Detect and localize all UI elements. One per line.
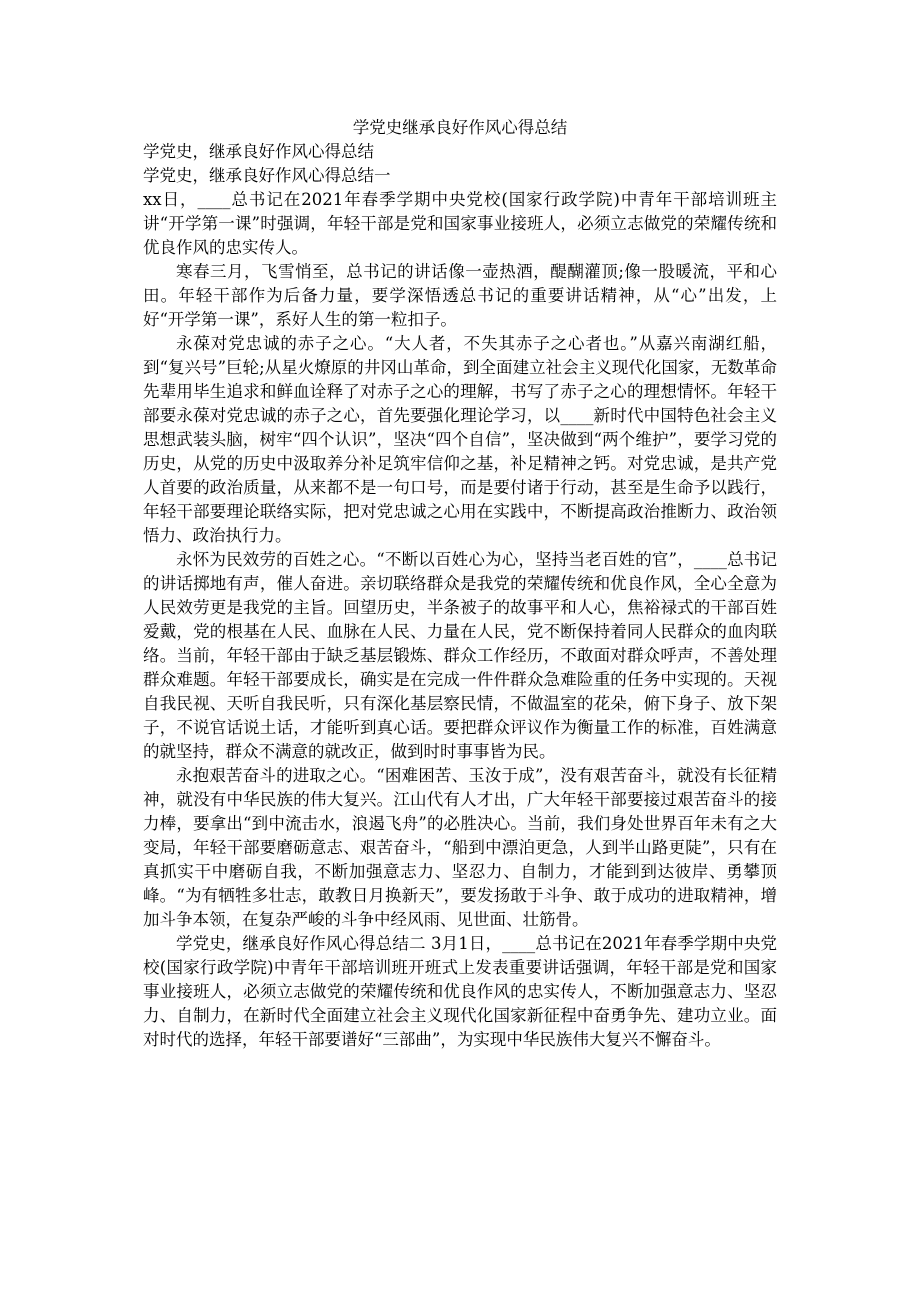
paragraph-3: 永葆对党忠诚的赤子之心。“大人者，不失其赤子之心者也。”从嘉兴南湖红船，到“复兴号”巨轮;从星火燎原的井冈山革命，到全面建立社会主义现代化国家，无数革命先辈用毕生追求和鲜血诠释了对赤子之心的理解，书写了赤子之心的理想情怀。年轻干部要永葆对党忠诚的赤子之心，首先要强化理论学习，以____新时代中国特色社会主义思想武装头脑，树牢“四个认识”，坚决“四个自信”，坚决做到“两个维护”，要学习党的历史，从党的历史中汲取养分补足筑牢信仰之基，补足精神之钙。对党忠诚，是共产党人首要的政治质量，从来都不是一句口号，而是要付诸于行动，甚至是生命予以践行，年轻干部要理论联络实际，把对党忠诚之心用在实践中，不断提高政治推断力、政治领悟力、政治执行力。 [143, 334, 777, 545]
document-subtitle: 学党史，继承良好作风心得总结 [143, 142, 374, 161]
document-page [143, 116, 777, 1052]
document-title: 学党史继承良好作风心得总结 [352, 118, 568, 137]
paragraph-1: xx日，____总书记在2021年春季学期中央党校(国家行政学院)中青年干部培训班主讲“开学第一课”时强调，年轻干部是党和国家事业接班人，必须立志做党的荣耀传统和优良作风的忠实传人。 [143, 190, 777, 257]
paragraph-2: 寒春三月，飞雪悄至，总书记的讲话像一壶热酒，醍醐灌顶;像一股暖流，平和心田。年轻干部作为后备力量，要学深悟透总书记的重要讲话精神，从“心”出发，上好“开学第一课”，系好人生的第一粒扣子。 [143, 262, 777, 329]
paragraph-4: 永怀为民效劳的百姓之心。“不断以百姓心为心，坚持当老百姓的官”，____总书记的讲话掷地有声，催人奋进。亲切联络群众是我党的荣耀传统和优良作风，全心全意为人民效劳更是我党的主旨。回望历史，半条被子的故事平和人心，焦裕禄式的干部百姓爱戴，党的根基在人民、血脉在人民、力量在人民，党不断保持着同人民群众的血肉联络。当前，年轻干部由于缺乏基层锻炼、群众工作经历，不敢面对群众呼声，不善处理群众难题。年轻干部要成长，确实是在完成一件件群众急难险重的任务中实现的。天视自我民视、天听自我民听，只有深化基层察民情，不做温室的花朵，俯下身子、放下架子，不说官话说土话，才能听到真心话。要把群众评议作为衡量工作的标准，百姓满意的就坚持，群众不满意的就改正，做到时时事事皆为民。 [143, 550, 777, 761]
section-heading: 学党史，继承良好作风心得总结一 [143, 166, 391, 185]
paragraph-5: 永抱艰苦奋斗的进取之心。“困难困苦、玉汝于成”，没有艰苦奋斗，就没有长征精神，就没有中华民族的伟大复兴。江山代有人才出，广大年轻干部要接过艰苦奋斗的接力棒，要拿出“到中流击水，浪遏飞舟”的必胜决心。当前，我们身处世界百年未有之大变局，年轻干部要磨砺意志、艰苦奋斗，“船到中漂泊更急，人到半山路更陡”，只有在真抓实干中磨砺自我，不断加强意志力、坚忍力、自制力，才能到到达彼岸、勇攀顶峰。“为有牺牲多壮志，敢教日月换新天”，要发扬敢于斗争、敢于成功的进取精神，增加斗争本领，在复杂严峻的斗争中经风雨、见世面、壮筋骨。 [143, 766, 777, 929]
paragraph-6: 学党史，继承良好作风心得总结二 3月1日，____总书记在2021年春季学期中央党校(国家行政学院)中青年干部培训班开班式上发表重要讲话强调，年轻干部是党和国家事业接班人，必须立志做党的荣耀传统和优良作风的忠实传人，不断加强意志力、坚忍力、自制力，在新时代全面建立社会主义现代化国家新征程中奋勇争先、建功立业。面对时代的选择，年轻干部要谱好“三部曲”，为实现中华民族伟大复兴不懈奋斗。 [143, 934, 777, 1049]
